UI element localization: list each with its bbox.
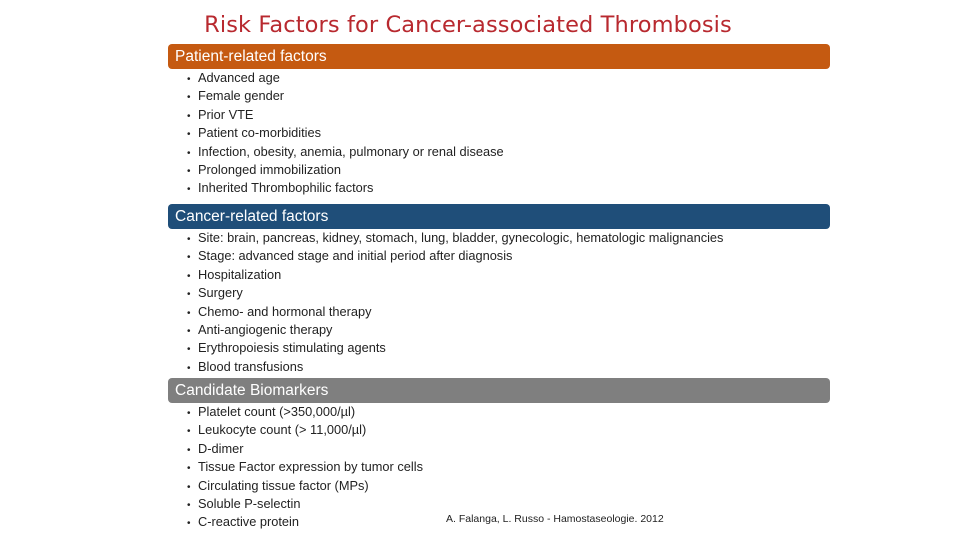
list-item: • Female gender [187,87,504,105]
bullet-icon: • [187,147,191,159]
list-item: • Hospitalization [187,266,723,284]
patient-factors-list [187,69,504,198]
bullet-icon: • [187,92,191,104]
list-item: • C-reactive protein [187,513,423,531]
bullet-icon: • [187,110,191,122]
bullet-icon: • [187,74,191,85]
list-item: • Site: brain, pancreas, kidney, stomach, lung, bladder, gynecologic, hematologic malignancies [187,229,723,247]
list-item: • Tissue Factor expression by tumor cells [187,458,423,476]
section-header-patient-related: Patient-related factors [168,44,830,69]
bullet-icon: • [187,499,191,511]
citation: A. Falanga, L. Russo - Hamostaseologie. 2012 [446,513,664,525]
bullet-icon: • [187,325,191,337]
bullet-icon: • [187,234,191,245]
list-item: • Circulating tissue factor (MPs) [187,477,423,495]
list-item: • Chemo- and hormonal therapy [187,303,723,321]
list-item: • D-dimer [187,440,423,458]
list-item: • Advanced age [187,69,504,87]
bullet-icon: • [187,408,191,419]
list-item: • Stage: advanced stage and initial period after diagnosis [187,247,723,265]
section-header-candidate-biomarkers: Candidate Biomarkers [168,378,830,403]
list-item: • Blood transfusions [187,358,723,376]
list-item: • Leukocyte count (> 11,000/µl) [187,421,423,439]
list-item: • Platelet count (>350,000/µl) [187,403,423,421]
bullet-icon: • [187,344,191,356]
bullet-icon: • [187,129,191,141]
bullet-icon: • [187,165,191,177]
list-item: • Soluble P-selectin [187,495,423,513]
slide-title: Risk Factors for Cancer-associated Thrombosis [204,12,732,38]
list-item: • Infection, obesity, anemia, pulmonary or renal disease [187,143,504,161]
list-item: • Prolonged immobilization [187,161,504,179]
bullet-icon: • [187,289,191,301]
bullet-icon: • [187,463,191,475]
bullet-icon: • [187,307,191,319]
bullet-icon: • [187,270,191,282]
bullet-icon: • [187,518,191,530]
section-header-cancer-related: Cancer-related factors [168,204,830,229]
bullet-icon: • [187,481,191,493]
list-item: • Erythropoiesis stimulating agents [187,339,723,357]
bullet-icon: • [187,252,191,264]
list-item: • Anti-angiogenic therapy [187,321,723,339]
biomarkers-list [187,403,423,532]
list-item: • Patient co-morbidities [187,124,504,142]
list-item: • Surgery [187,284,723,302]
list-item: • Inherited Thrombophilic factors [187,179,504,197]
bullet-icon: • [187,444,191,456]
cancer-factors-list [187,229,723,376]
list-item: • Prior VTE [187,106,504,124]
bullet-icon: • [187,362,191,374]
bullet-icon: • [187,426,191,438]
bullet-icon: • [187,184,191,196]
